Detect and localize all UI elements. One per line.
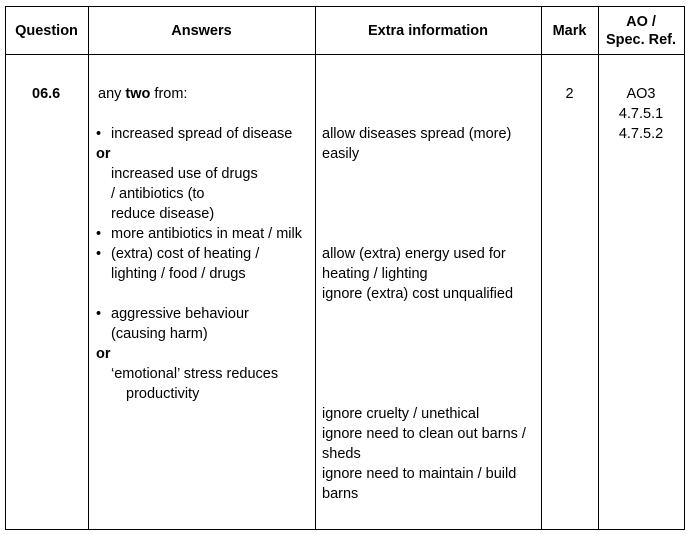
- extra-2-line1: allow (extra) energy used for: [322, 246, 506, 262]
- bullet-3: •: [96, 246, 102, 262]
- answer-bullet-3-line2: lighting / food / drugs: [111, 266, 246, 282]
- mark-value: 2: [565, 86, 574, 102]
- answer-alt-4-line1: ‘emotional’ stress reduces: [111, 366, 279, 382]
- header-ao-line1: AO /: [626, 14, 656, 30]
- extra-6-line1: ignore need to maintain / build: [322, 466, 517, 482]
- table-bottom-border: [5, 529, 685, 530]
- col-divider-question: [88, 6, 89, 530]
- answers-intro-bold: two: [125, 86, 151, 102]
- answers-intro: [98, 84, 187, 104]
- table-top-border: [5, 6, 685, 7]
- header-bottom-border: [5, 54, 685, 55]
- answers-intro-post: from:: [150, 86, 188, 102]
- answer-alt-1-line1: increased use of drugs: [111, 166, 258, 182]
- table-right-border: [684, 6, 685, 530]
- header-question: Question: [15, 23, 78, 39]
- extra-6-line2: barns: [322, 486, 359, 502]
- header-extra-information: Extra information: [367, 23, 489, 39]
- answer-bullet-4-line2: (causing harm): [111, 326, 208, 342]
- answer-bullet-2: more antibiotics in meat / milk: [111, 226, 302, 242]
- extra-5-line1: ignore need to clean out barns /: [322, 426, 526, 442]
- extra-1-line1: allow diseases spread (more): [322, 126, 512, 142]
- extra-4: ignore cruelty / unethical: [322, 406, 480, 422]
- ao-ref-line2: 4.7.5.1: [618, 106, 664, 122]
- answer-or-2: or: [96, 346, 111, 362]
- answer-alt-1-line3: reduce disease): [111, 206, 215, 222]
- answer-or-1: or: [96, 146, 111, 162]
- ao-ref-line3: 4.7.5.2: [618, 126, 664, 142]
- extra-1-line2: easily: [322, 146, 360, 162]
- extra-3: ignore (extra) cost unqualified: [322, 286, 514, 302]
- extra-2-line2: heating / lighting: [322, 266, 428, 282]
- answers-intro-pre: any: [98, 86, 126, 102]
- bullet-4: •: [96, 306, 102, 322]
- answer-bullet-4-line1: aggressive behaviour: [111, 306, 249, 322]
- header-mark: Mark: [552, 23, 587, 39]
- bullet-2: •: [96, 226, 102, 242]
- bullet-1: •: [96, 126, 102, 142]
- question-number: 06.6: [32, 86, 61, 102]
- answer-alt-1-line2: / antibiotics (to: [111, 186, 205, 202]
- extra-5-line2: sheds: [322, 446, 361, 462]
- header-answers: Answers: [171, 23, 232, 39]
- ao-ref-line1: AO3: [626, 86, 656, 102]
- header-ao-line2: Spec. Ref.: [605, 32, 677, 48]
- answer-bullet-3-line1: (extra) cost of heating /: [111, 246, 260, 262]
- answer-bullet-1: increased spread of disease: [111, 126, 293, 142]
- answer-alt-4-line2: productivity: [126, 386, 200, 402]
- table-left-border: [5, 6, 6, 530]
- col-divider-answers: [315, 6, 316, 530]
